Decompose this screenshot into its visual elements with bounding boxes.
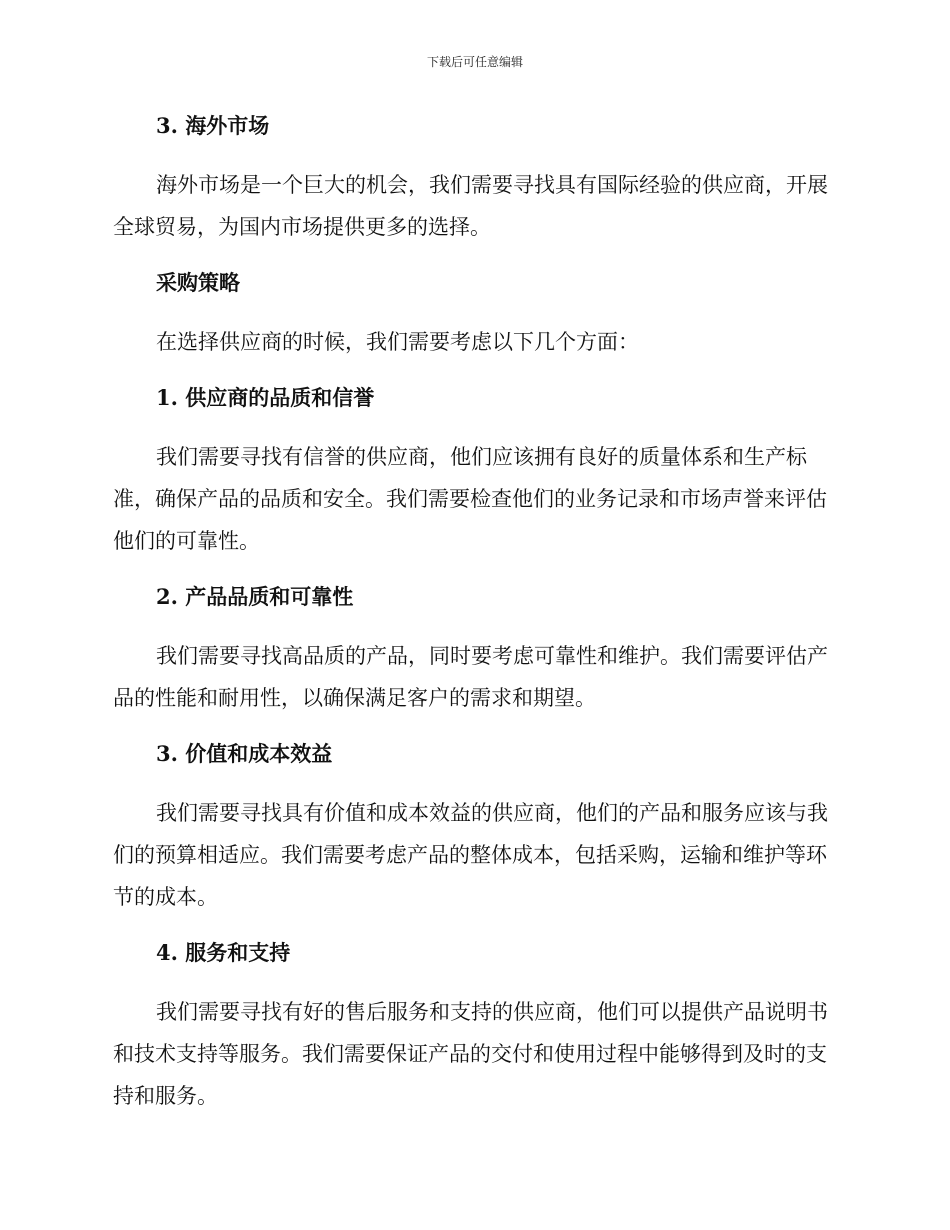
paragraph-procurement-intro: 在选择供应商的时候，我们需要考虑以下几个方面：: [156, 330, 639, 354]
paragraph-overseas-market: 海外市场是一个巨大的机会，我们需要寻找具有国际经验的供应商，开展全球贸易，为国内市场提供更多的选择。: [113, 173, 828, 239]
section-heading-service-support: 4. 服务和支持: [156, 940, 291, 965]
paragraph-value-cost: 我们需要寻找具有价值和成本效益的供应商，他们的产品和服务应该与我们的预算相适应。我们需要考虑产品的整体成本，包括采购，运输和维护等环节的成本。: [113, 801, 828, 909]
document-body: [113, 108, 831, 1117]
section-heading-overseas-market: 3. 海外市场: [156, 113, 270, 138]
section-heading-supplier-quality: 1. 供应商的品质和信誉: [156, 385, 375, 410]
section-heading-product-reliability: 2. 产品品质和可靠性: [156, 584, 354, 609]
page-header: 下载后可任意编辑: [426, 55, 523, 69]
paragraph-supplier-quality: 我们需要寻找有信誉的供应商，他们应该拥有良好的质量体系和生产标准，确保产品的品质和安全。我们需要检查他们的业务记录和市场声誉来评估他们的可靠性。: [113, 445, 827, 553]
section-heading-value-cost: 3. 价值和成本效益: [156, 741, 333, 766]
section-heading-procurement-strategy: 采购策略: [156, 270, 240, 295]
paragraph-service-support: 我们需要寻找有好的售后服务和支持的供应商，他们可以提供产品说明书和技术支持等服务。我们需要保证产品的交付和使用过程中能够得到及时的支持和服务。: [113, 1000, 828, 1108]
paragraph-product-reliability: 我们需要寻找高品质的产品，同时要考虑可靠性和维护。我们需要评估产品的性能和耐用性，以确保满足客户的需求和期望。: [113, 644, 828, 710]
